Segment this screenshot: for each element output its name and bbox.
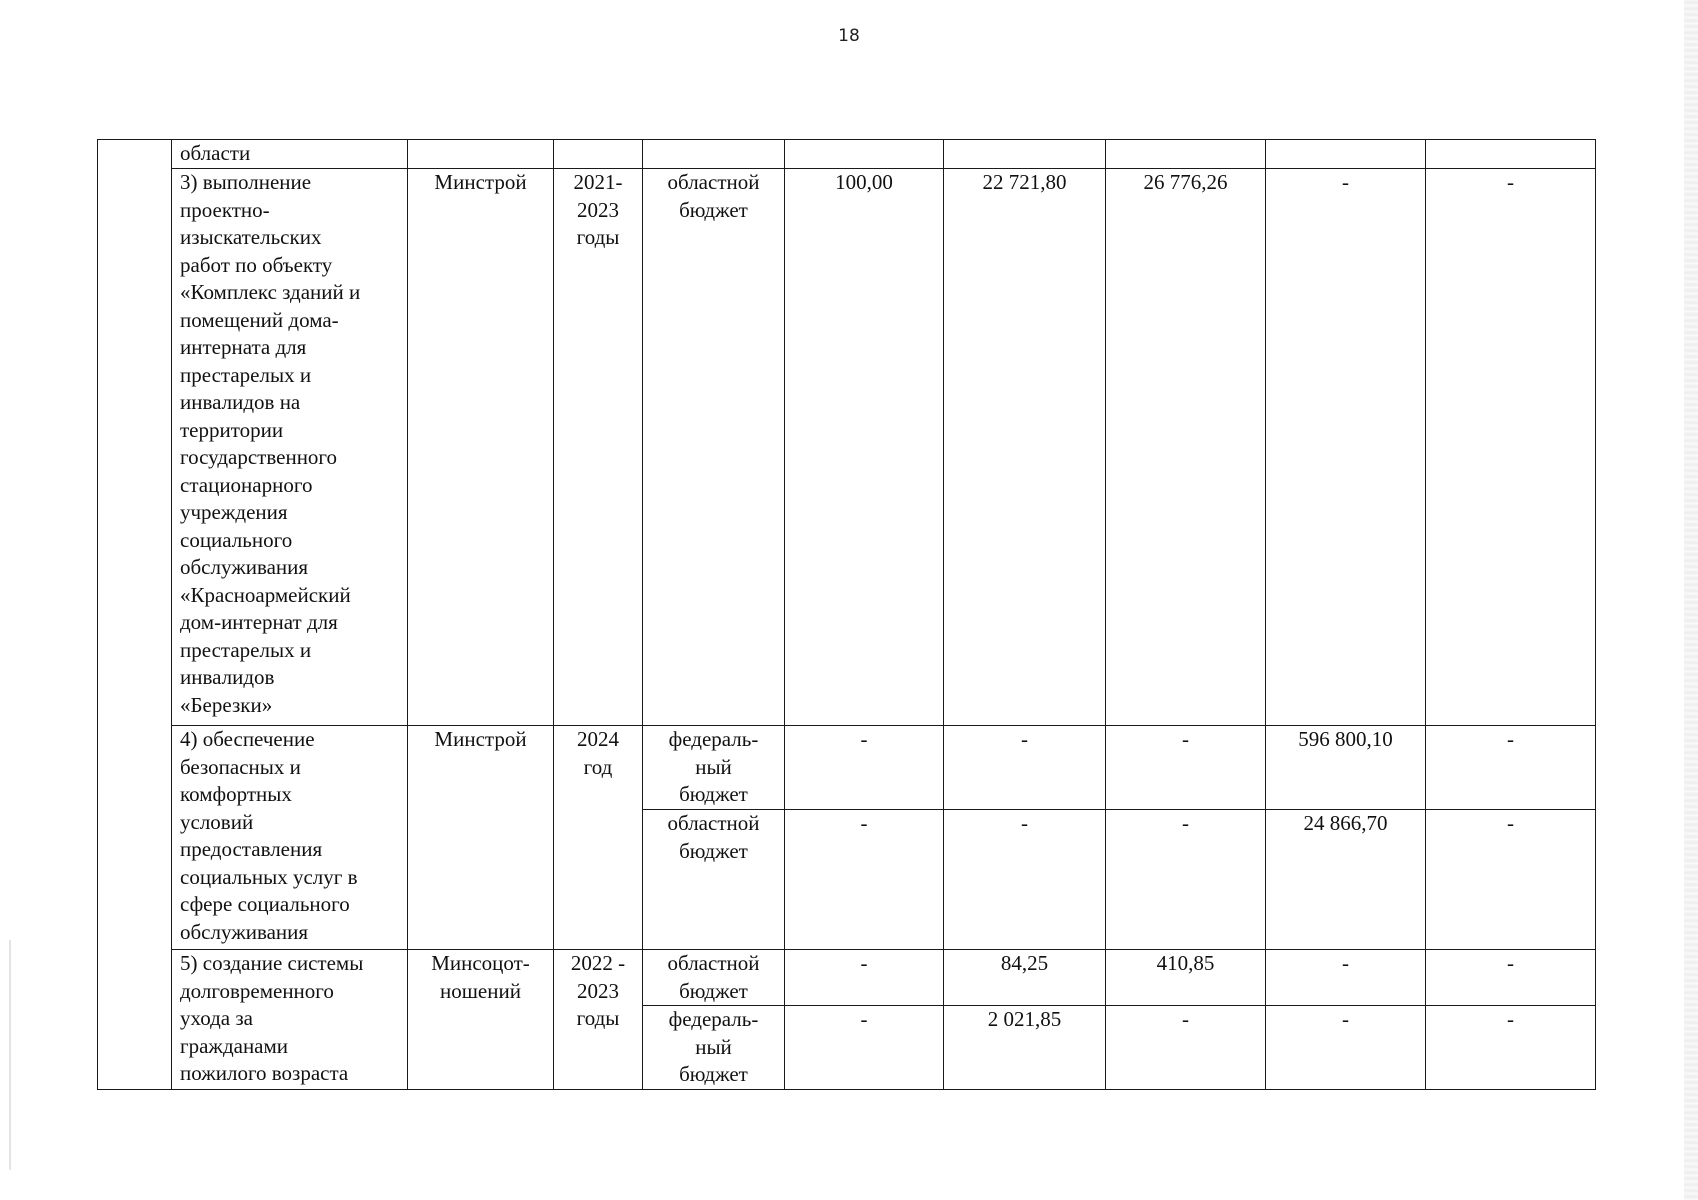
period-cell: 2021- 2023 годы xyxy=(554,169,643,726)
amount-cell: - xyxy=(1426,1006,1596,1090)
executor-cell: Минсоцот- ношений xyxy=(408,950,554,1090)
scan-edge-shadow xyxy=(1684,0,1698,1200)
funding-source-cell: областной бюджет xyxy=(643,950,785,1006)
empty-cell xyxy=(408,140,554,169)
period-cell: 2022 - 2023 годы xyxy=(554,950,643,1090)
amount-cell: - xyxy=(1426,169,1596,726)
description-cell: 4) обеспечение безопасных и комфортных условий предоставления социальных услуг в сфере социального обслуживания xyxy=(172,726,408,950)
funding-source-cell: областной бюджет xyxy=(643,169,785,726)
amount-cell: - xyxy=(944,726,1106,810)
scan-edge-mark xyxy=(9,940,11,1170)
amount-cell: - xyxy=(785,810,944,950)
amount-cell: - xyxy=(1266,1006,1426,1090)
description-cell: 3) выполнение проектно- изыскательских работ по объекту «Комплекс зданий и помещений дома- интерната для престарелых и инвалидов на территории государственного стационарного учреждения социального обслуживания «Красноармейский дом-интернат для престарелых и инвалидов «Березки» xyxy=(172,169,408,726)
amount-cell: 22 721,80 xyxy=(944,169,1106,726)
empty-cell xyxy=(785,140,944,169)
amount-cell: - xyxy=(1426,810,1596,950)
amount-cell: - xyxy=(785,1006,944,1090)
amount-cell: - xyxy=(1266,169,1426,726)
page-number: 18 xyxy=(838,26,860,46)
left-empty-column xyxy=(98,140,172,1090)
amount-cell: 100,00 xyxy=(785,169,944,726)
description-cell: области xyxy=(172,140,408,169)
amount-cell: - xyxy=(944,810,1106,950)
executor-cell: Минстрой xyxy=(408,726,554,950)
empty-cell xyxy=(643,140,785,169)
executor-cell: Минстрой xyxy=(408,169,554,726)
period-cell: 2024 год xyxy=(554,726,643,950)
empty-cell xyxy=(1426,140,1596,169)
table-row-item-5 xyxy=(98,950,1596,1006)
table-row-item-3 xyxy=(98,169,1596,726)
amount-cell: - xyxy=(1106,810,1266,950)
empty-cell xyxy=(1106,140,1266,169)
amount-cell: - xyxy=(1106,726,1266,810)
amount-cell: - xyxy=(1266,950,1426,1006)
amount-cell: - xyxy=(785,726,944,810)
amount-cell: 596 800,10 xyxy=(1266,726,1426,810)
amount-cell: - xyxy=(1426,726,1596,810)
empty-cell xyxy=(554,140,643,169)
table-row-item-4 xyxy=(98,726,1596,810)
funding-source-cell: федераль- ный бюджет xyxy=(643,726,785,810)
funding-source-cell: федераль- ный бюджет xyxy=(643,1006,785,1090)
amount-cell: - xyxy=(1106,1006,1266,1090)
amount-cell: 24 866,70 xyxy=(1266,810,1426,950)
amount-cell: 84,25 xyxy=(944,950,1106,1006)
amount-cell: 2 021,85 xyxy=(944,1006,1106,1090)
amount-cell: 26 776,26 xyxy=(1106,169,1266,726)
table-row-continuation xyxy=(98,140,1596,169)
amount-cell: - xyxy=(1426,950,1596,1006)
funding-source-cell: областной бюджет xyxy=(643,810,785,950)
empty-cell xyxy=(944,140,1106,169)
description-cell: 5) создание системы долговременного ухода за гражданами пожилого возраста xyxy=(172,950,408,1090)
amount-cell: 410,85 xyxy=(1106,950,1266,1006)
amount-cell: - xyxy=(785,950,944,1006)
empty-cell xyxy=(1266,140,1426,169)
budget-table xyxy=(97,139,1596,1090)
